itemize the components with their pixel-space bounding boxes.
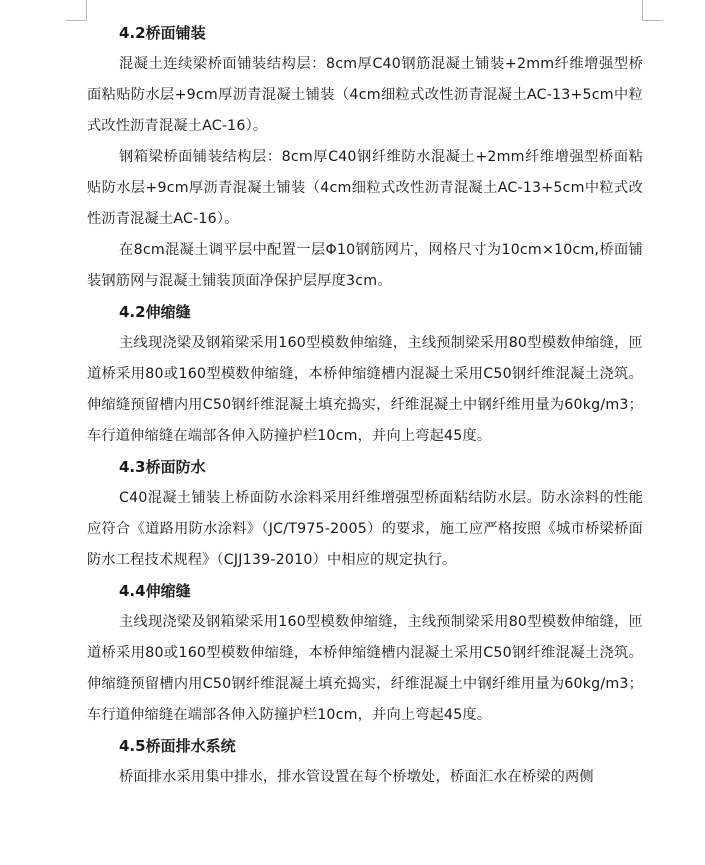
section-heading-drainage: 4.5桥面排水系统 xyxy=(119,737,236,755)
paragraph-rebar-mesh: 在8cm混凝土调平层中配置一层Φ10钢筋网片，网格尺寸为10cm×10cm,桥面铺装钢筋网与混凝土铺装顶面净保护层厚度3cm。 xyxy=(87,242,643,289)
page-corner-mark-right xyxy=(642,0,663,21)
page-corner-mark-left xyxy=(66,0,87,21)
paragraph-waterproofing: C40混凝土铺装上桥面防水涂料采用纤维增强型桥面粘结防水层。防水涂料的性能应符合《道路用防水涂料》（JC/T975-2005）的要求，施工应严格按照《城市桥梁桥面防水工程技术规程》（CJJ139-2010）中相应的规定执行。 xyxy=(87,490,643,568)
section-heading-waterproofing: 4.3桥面防水 xyxy=(119,458,206,476)
paragraph-drainage: 桥面排水采用集中排水，排水管设置在每个桥墩处，桥面汇水在桥梁的两侧 xyxy=(119,769,594,785)
paragraph-expansion-joint: 主线现浇梁及钢箱梁采用160型模数伸缩缝，主线预制梁采用80型模数伸缩缝，匝道桥采用80或160型模数伸缩缝，本桥伸缩缝槽内混凝土采用C50钢纤维混凝土浇筑。伸缩缝预留槽内用C50钢纤维混凝土填充捣实，纤维混凝土中钢纤维用量为60kg/m3；车行道伸缩缝在端部各伸入防撞护栏10cm，并向上弯起45度。 xyxy=(87,335,643,444)
paragraph-expansion-joint-2: 主线现浇梁及钢箱梁采用160型模数伸缩缝，主线预制梁采用80型模数伸缩缝，匝道桥采用80或160型模数伸缩缝，本桥伸缩缝槽内混凝土采用C50钢纤维混凝土浇筑。伸缩缝预留槽内用C50钢纤维混凝土填充捣实，纤维混凝土中钢纤维用量为60kg/m3；车行道伸缩缝在端部各伸入防撞护栏10cm，并向上弯起45度。 xyxy=(87,614,643,723)
section-heading-expansion-joint: 4.2伸缩缝 xyxy=(119,303,191,321)
document-body[interactable] xyxy=(87,18,643,793)
section-heading-paving: 4.2桥面铺装 xyxy=(119,24,206,42)
paragraph-concrete-paving: 混凝土连续梁桥面铺装结构层：8cm厚C40钢筋混凝土铺装+2mm纤维增强型桥面粘贴防水层+9cm厚沥青混凝土铺装（4cm细粒式改性沥青混凝土AC-13+5cm中粒式改性沥青混凝土AC-16）。 xyxy=(87,56,643,134)
section-heading-expansion-joint-2: 4.4伸缩缝 xyxy=(119,582,191,600)
paragraph-steel-box-paving: 钢箱梁桥面铺装结构层：8cm厚C40钢纤维防水混凝土+2mm纤维增强型桥面粘贴防水层+9cm厚沥青混凝土铺装（4cm细粒式改性沥青混凝土AC-13+5cm中粒式改性沥青混凝土AC-16）。 xyxy=(87,149,643,227)
